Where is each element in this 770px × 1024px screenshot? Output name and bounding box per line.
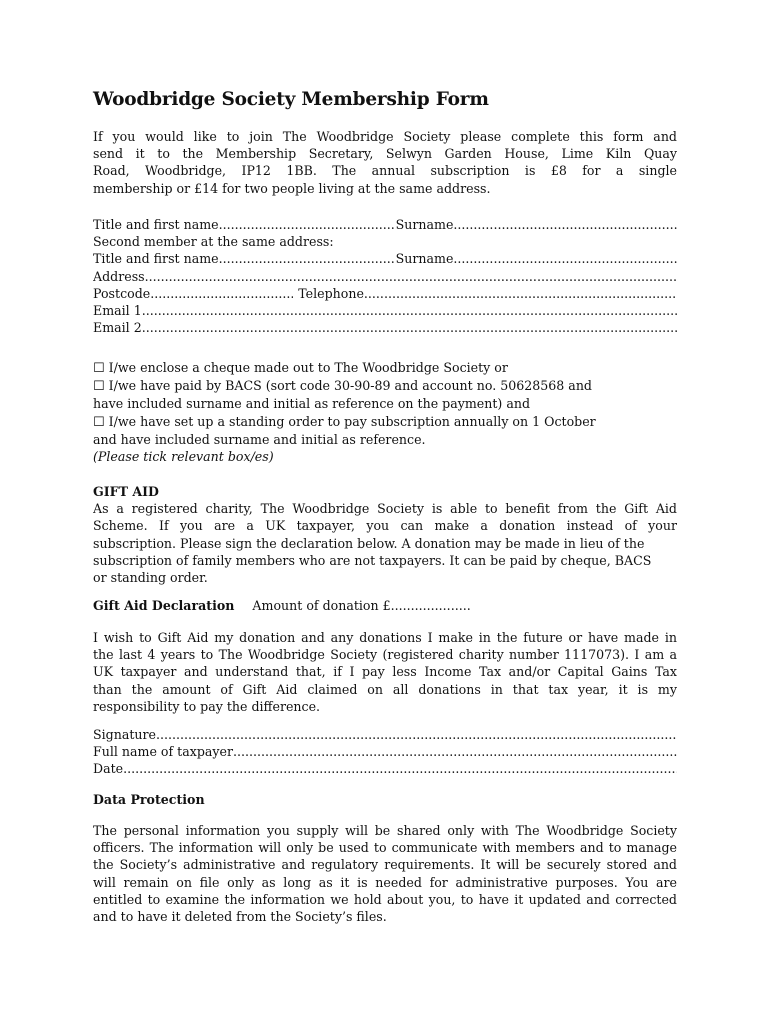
postcode-label: Postcode xyxy=(93,285,151,301)
data-protection-heading: Data Protection xyxy=(93,792,205,807)
data-protection-line: the Society’s administrative and regulatory requirements. It will be securely stored and xyxy=(93,857,677,873)
email1-row[interactable] xyxy=(93,302,677,319)
member-details xyxy=(93,216,677,336)
declaration-line: responsibility to pay the difference. xyxy=(93,698,321,714)
gift-aid-declaration-row xyxy=(93,597,677,614)
address-label: Address xyxy=(93,268,145,284)
tick-note: (Please tick relevant box/es) xyxy=(93,449,274,465)
email2-label: Email 2 xyxy=(93,320,142,336)
gift-aid-section xyxy=(93,483,677,586)
declaration-paragraph xyxy=(93,629,677,715)
email2-dots xyxy=(142,319,677,336)
postcode-dots xyxy=(150,285,293,302)
full-name-dots xyxy=(233,743,677,760)
surname-label: Surname xyxy=(395,217,454,232)
data-protection-paragraph xyxy=(93,822,677,925)
postcode-row[interactable] xyxy=(93,285,677,302)
data-protection-heading-block xyxy=(93,791,677,808)
address-row[interactable] xyxy=(93,268,677,285)
bacs-option-continued: have included surname and initial as reference on the payment) and xyxy=(93,396,531,412)
full-name-row[interactable] xyxy=(93,743,677,760)
page-title: Woodbridge Society Membership Form xyxy=(93,89,489,110)
title-first-name-dots xyxy=(219,216,396,233)
title-first-name-row[interactable] xyxy=(93,216,677,233)
telephone-dots xyxy=(364,285,677,302)
email1-label: Email 1 xyxy=(93,303,142,319)
standing-order-option-continued: and have included surname and initial as reference. xyxy=(93,431,426,447)
intro-line: If you would like to join The Woodbridge Society please complete this form and xyxy=(93,129,677,144)
gift-aid-line: or standing order. xyxy=(93,570,208,586)
full-name-label: Full name of taxpayer xyxy=(93,744,234,760)
data-protection-line: entitled to examine the information we hold about you, to have it updated and corrected xyxy=(93,891,677,907)
signature-dots xyxy=(156,726,677,743)
second-member-row xyxy=(93,233,677,250)
gift-aid-line: subscription. Please sign the declaration below. A donation may be made in lieu of the xyxy=(93,535,645,551)
standing-order-option-label: I/we have set up a standing order to pay subscription annually on 1 October xyxy=(108,413,596,429)
gift-aid-line: As a registered charity, The Woodbridge Society is able to benefit from the Gift Aid xyxy=(93,501,677,517)
cheque-option-label: I/we enclose a cheque made out to The Woodbridge Society or xyxy=(108,360,508,375)
data-protection-line: will remain on file only as long as it is needed for administrative purposes. You are xyxy=(93,874,677,890)
data-protection-line: and to have it deleted from the Society’s files. xyxy=(93,909,387,925)
title-first-name-label: Title and first name xyxy=(93,217,219,232)
title-first-name-2-dots xyxy=(219,250,396,267)
surname-2-label: Surname xyxy=(395,251,454,267)
cheque-checkbox[interactable]: ☐ xyxy=(93,361,105,376)
data-protection-line: officers. The information will only be used to communicate with members and to manage xyxy=(93,840,677,856)
donation-amount-label: Amount of donation £ xyxy=(252,598,391,613)
gift-aid-line: subscription of family members who are not taxpayers. It can be paid by cheque, BACS xyxy=(93,552,652,568)
bacs-checkbox[interactable]: ☐ xyxy=(93,379,105,395)
standing-order-option[interactable] xyxy=(93,413,677,431)
data-protection-line: The personal information you supply will be shared only with The Woodbridge Society xyxy=(93,823,677,838)
surname-2-dots xyxy=(453,250,677,267)
standing-order-checkbox[interactable]: ☐ xyxy=(93,414,105,430)
bacs-option-label: I/we have paid by BACS (sort code 30-90-89 and account no. 50628568 and xyxy=(108,378,592,394)
cheque-option[interactable] xyxy=(93,359,677,377)
gift-aid-declaration-heading: Gift Aid Declaration xyxy=(93,598,235,613)
title-first-name-2-label: Title and first name xyxy=(93,251,219,267)
intro-line: membership or £14 for two people living at the same address. xyxy=(93,180,491,196)
gift-aid-heading: GIFT AID xyxy=(93,484,159,499)
declaration-line: I wish to Gift Aid my donation and any donations I make in the future or have made in xyxy=(93,630,677,645)
payment-options xyxy=(93,359,677,465)
bacs-option[interactable] xyxy=(93,377,677,395)
address-dots xyxy=(145,268,677,285)
second-member-label: Second member at the same address: xyxy=(93,234,334,250)
gift-aid-line: Scheme. If you are a UK taxpayer, you can make a donation instead of your xyxy=(93,518,677,534)
signature-label: Signature xyxy=(93,727,156,742)
declaration-line: the last 4 years to The Woodbridge Society (registered charity number 1117073). I am a xyxy=(93,647,677,663)
email1-dots xyxy=(142,302,677,319)
date-dots xyxy=(123,760,677,777)
intro-line: send it to the Membership Secretary, Selwyn Garden House, Lime Kiln Quay xyxy=(93,146,677,162)
email2-row[interactable] xyxy=(93,319,677,336)
signature-block xyxy=(93,726,677,778)
telephone-label: Telephone xyxy=(298,285,364,301)
title-first-name-2-row[interactable] xyxy=(93,250,677,267)
declaration-line: than the amount of Gift Aid claimed on all donations in that tax year, it is my xyxy=(93,681,677,697)
donation-amount-dots xyxy=(391,598,471,613)
donation-amount-field[interactable] xyxy=(252,598,470,613)
intro-line: Road, Woodbridge, IP12 1BB. The annual subscription is £8 for a single xyxy=(93,163,677,179)
date-label: Date xyxy=(93,761,124,777)
intro-paragraph xyxy=(93,128,677,197)
signature-row[interactable] xyxy=(93,726,677,743)
surname-dots xyxy=(453,216,677,233)
date-row[interactable] xyxy=(93,760,677,777)
declaration-line: UK taxpayer and understand that, if I pay less Income Tax and/or Capital Gains Tax xyxy=(93,664,677,680)
